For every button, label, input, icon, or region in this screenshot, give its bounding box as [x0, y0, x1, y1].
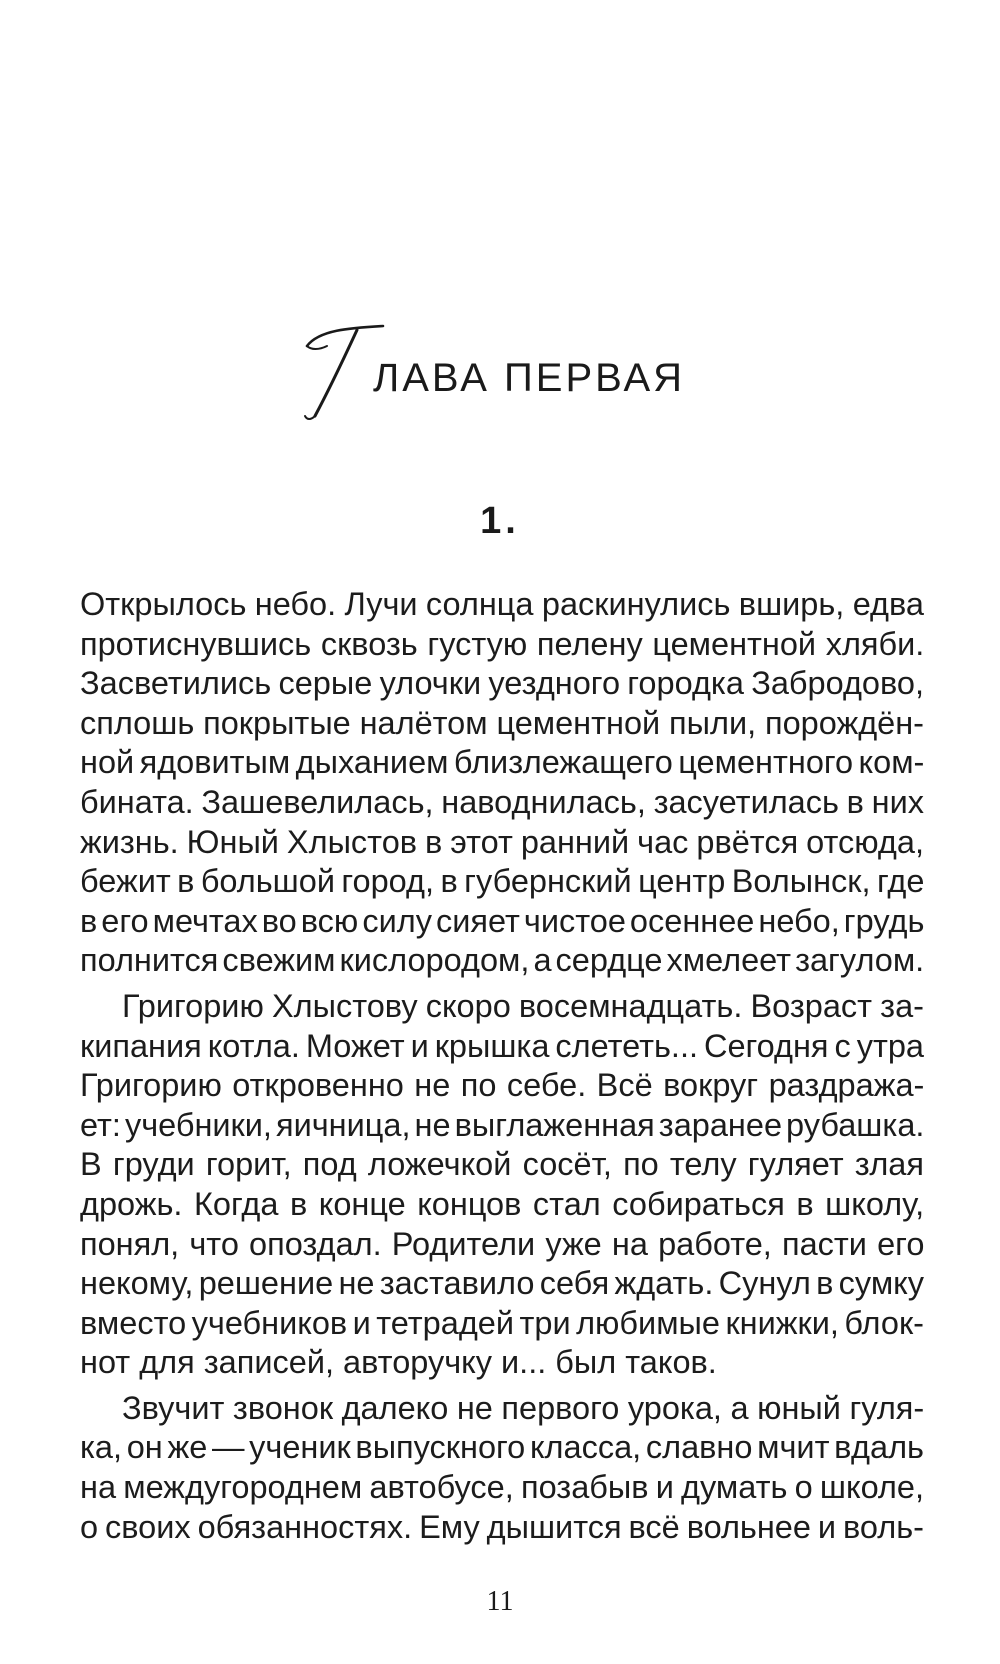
text-line: бината. Зашевелилась, наводнилась, засуетилась в них: [80, 783, 924, 820]
text-line: нот для записей, авторучку и... был таков.: [80, 1344, 717, 1381]
text-line: Григорию откровенно не по себе. Всё вокруг раздража-: [80, 1067, 925, 1104]
text-line: Засветились серые улочки уездного городка Забродово,: [80, 665, 924, 702]
text-line: Открылось небо. Лучи солнца раскинулись вширь, едва: [80, 586, 924, 622]
text-line: кипания котла. Может и крышка слететь... Сегодня с утра: [80, 1027, 924, 1064]
text-line: ной ядовитым дыханием близлежащего цементного ком-: [80, 744, 925, 781]
text-line: на междугороднем автобусе, позабыв и думать о школе,: [80, 1469, 924, 1506]
chapter-title-text: ЛАВА ПЕРВАЯ: [372, 356, 686, 400]
page-number: 11: [486, 1586, 514, 1617]
paragraph-3: [80, 1389, 924, 1547]
text-line: В груди горит, под ложечкой сосёт, по телу гуляет злая: [80, 1146, 924, 1183]
chapter-heading: [0, 330, 1000, 440]
drop-cap-glyph: [297, 316, 387, 426]
text-line: протиснувшись сквозь густую пелену цементной хляби.: [80, 625, 925, 662]
text-line: понял, что опоздал. Родители уже на работе, пасти его: [80, 1225, 925, 1262]
text-line: жизнь. Юный Хлыстов в этот ранний час рвётся отсюда,: [80, 823, 924, 860]
text-line: вместо учебников и тетрадей три любимые книжки, блок-: [80, 1304, 924, 1341]
text-line: о своих обязанностях. Ему дышится всё вольнее и воль-: [80, 1508, 924, 1545]
text-line: ет: учебники, яичница, не выглаженная заранее рубашка.: [80, 1106, 925, 1143]
text-line: ка, он же — ученик выпускного класса, славно мчит вдаль: [80, 1429, 924, 1466]
text-line: бежит в большой город, в губернский центр Волынск, где: [80, 863, 925, 900]
text-line: в его мечтах во всю силу сияет чистое осеннее небо, грудь: [80, 902, 925, 939]
text-line: дрожь. Когда в конце концов стал собираться в школу,: [80, 1185, 925, 1222]
text-line: Звучит звонок далеко не первого урока, а юный гуля-: [122, 1389, 925, 1426]
text-line: сплошь покрытые налётом цементной пыли, порождён-: [80, 704, 924, 741]
text-line: некому, решение не заставило себя ждать. Сунул в сумку: [80, 1265, 924, 1302]
section-number: 1.: [480, 500, 520, 542]
paragraph-2: [80, 987, 924, 1383]
body-text: [80, 585, 924, 1547]
text-line: Григорию Хлыстову скоро восемнадцать. Возраст за-: [122, 987, 924, 1024]
paragraph-1: [80, 585, 924, 981]
text-line: полнится свежим кислородом, а сердце хмелеет загулом.: [80, 942, 925, 979]
